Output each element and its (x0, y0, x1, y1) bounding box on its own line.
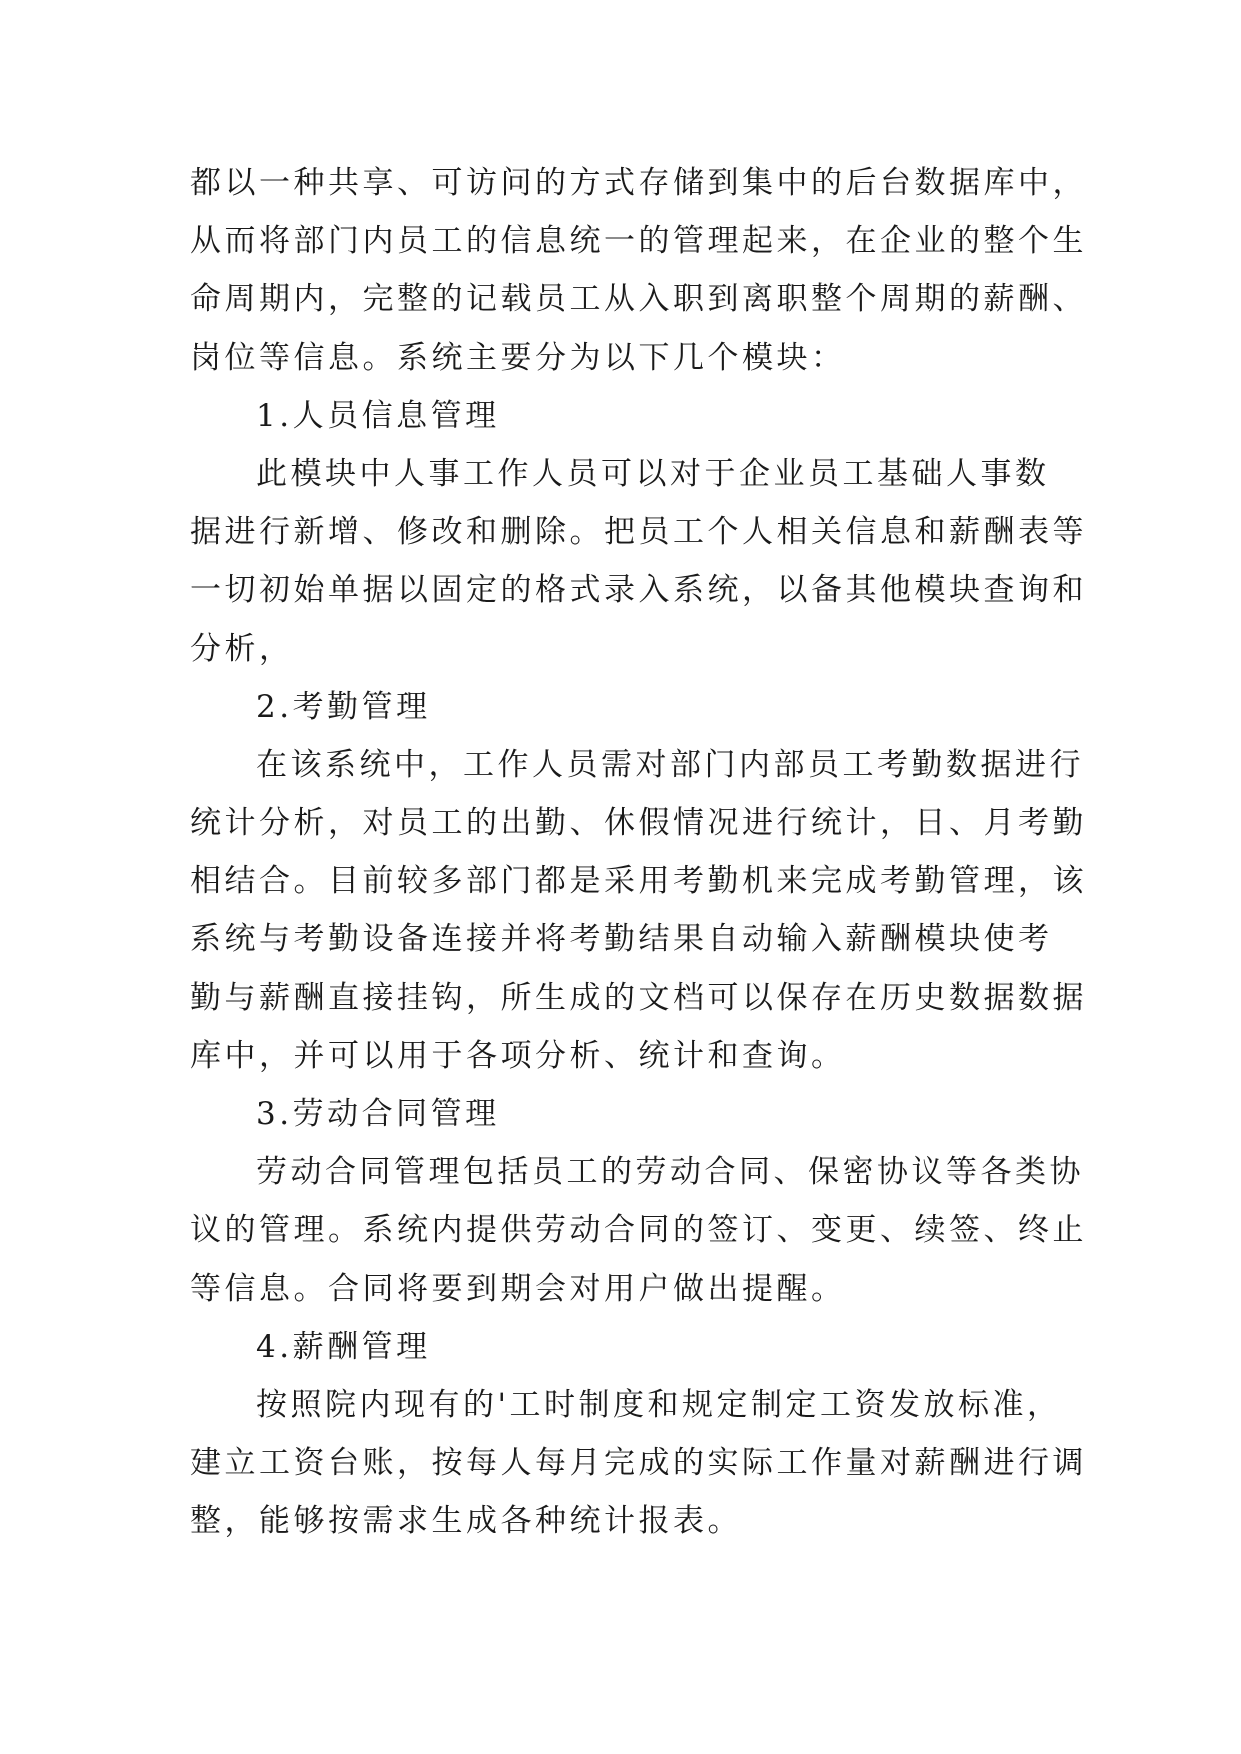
body-text-line: 整，能够按需求生成各种统计报表。 (190, 1503, 742, 1540)
body-text-line: 据进行新增、修改和删除。把员工个人相关信息和薪酬表等 (190, 514, 1087, 551)
section-heading-labor-contract: 3.劳动合同管理 (256, 1096, 500, 1132)
body-text-line: 按照院内现有的'工时制度和规定制定工资发放标准， (256, 1386, 1062, 1423)
section-heading-salary: 4.薪酬管理 (256, 1328, 431, 1365)
body-text-line: 从而将部门内员工的信息统一的管理起来，在企业的整个生 (190, 223, 1087, 260)
body-text-line: 岗位等信息。系统主要分为以下几个模块： (190, 339, 846, 376)
body-text-line: 库中，并可以用于各项分析、统计和查询。 (190, 1037, 846, 1074)
body-text-line: 等信息。合同将要到期会对用户做出提醒。 (190, 1270, 846, 1307)
section-heading-personnel-info: 1.人员信息管理 (256, 397, 500, 434)
body-text-line: 都以一种共享、可访问的方式存储到集中的后台数据库中， (190, 165, 1087, 201)
body-text-line: 在该系统中，工作人员需对部门内部员工考勤数据进行 (256, 746, 1084, 783)
body-text-line: 系统与考勤设备连接并将考勤结果自动输入薪酬模块使考 (190, 921, 1053, 958)
body-text-line: 分析， (190, 630, 294, 667)
body-text-line: 建立工资台账，按每人每月完成的实际工作量对薪酬进行调 (190, 1445, 1087, 1482)
body-text-line: 勤与薪酬直接挂钩，所生成的文档可以保存在历史数据数据 (190, 979, 1087, 1016)
body-text-line: 统计分析，对员工的出勤、休假情况进行统计，日、月考勤 (190, 805, 1087, 842)
body-text-line: 一切初始单据以固定的格式录入系统，以备其他模块查询和 (190, 572, 1087, 609)
body-text-line: 议的管理。系统内提供劳动合同的签订、变更、续签、终止 (190, 1212, 1087, 1249)
section-heading-attendance: 2.考勤管理 (256, 688, 431, 725)
body-text-line: 相结合。目前较多部门都是采用考勤机来完成考勤管理，该 (190, 863, 1087, 900)
body-text-line: 此模块中人事工作人员可以对于企业员工基础人事数 (256, 455, 1050, 492)
body-text-line: 劳动合同管理包括员工的劳动合同、保密协议等各类协 (256, 1154, 1084, 1191)
body-text-line: 命周期内，完整的记载员工从入职到离职整个周期的薪酬、 (190, 281, 1087, 318)
document-page (190, 154, 1087, 1551)
